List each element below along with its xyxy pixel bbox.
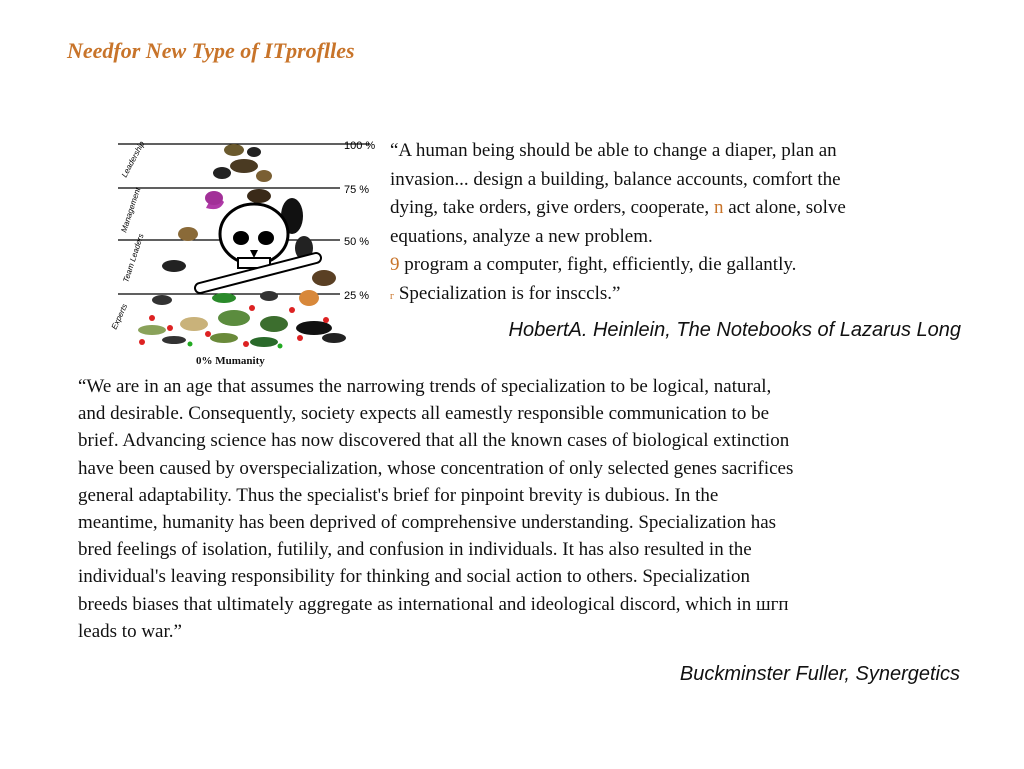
quote1-line: equations, analyze a new problem. — [390, 225, 653, 247]
role-label-leadership: Leadership — [119, 139, 147, 179]
quote2-line: and desirable. Consequently, society expects all eamestly responsible communication to be — [78, 403, 770, 425]
quote1-line6-text: Specialization is for insccls.” — [394, 282, 621, 304]
heinlein-quote — [390, 137, 960, 312]
humanity-pyramid-figure — [104, 138, 380, 370]
quote1-line5-text: program a computer, fight, efficiently, die gallantly. — [399, 254, 797, 276]
quote1-line3-mark: n — [713, 197, 724, 219]
quote2-line: “We are in an age that assumes the narrowing trends of specialization to be logical, natural, — [78, 376, 772, 397]
axis-label-100: 100 % — [344, 140, 376, 152]
fuller-quote — [78, 373, 958, 645]
pyramid-illustration — [104, 138, 380, 370]
quote1-line: invasion... design a building, balance accounts, comfort the — [390, 168, 841, 190]
axis-label-50: 50 % — [344, 236, 370, 248]
quote1-line5-mark: 9 — [390, 254, 400, 276]
quote2-line: general adaptability. Thus the specialist's brief for pinpoint brevity is dubious. In the — [78, 484, 719, 506]
quote1-line — [390, 194, 960, 223]
figure-caption: 0% Mumanity — [196, 355, 265, 367]
heinlein-attribution: HobertA. Heinlein, The Notebooks of Lazarus Long — [508, 319, 961, 341]
role-label-management: Management — [119, 186, 143, 234]
slide-title: Needfor New Type of ITproflles — [67, 38, 355, 63]
quote1-line — [390, 280, 960, 312]
role-label-team-leaders: Team Leaders — [121, 232, 146, 284]
quote1-line: “A human being should be able to change a diaper, plan an — [390, 140, 837, 161]
quote1-line3-after: act alone, solve — [723, 197, 846, 219]
role-label-experts: Experts — [109, 302, 130, 331]
quote1-line6-mark: г — [390, 290, 395, 302]
creature-pyramid — [138, 144, 346, 349]
quote1-line — [390, 251, 960, 280]
quote2-line: meantime, humanity has been deprived of comprehensive understanding. Specialization has — [78, 512, 777, 534]
fuller-attribution: Buckminster Fuller, Synergetics — [679, 663, 960, 685]
quote2-line: brief. Advancing science has now discovered that all the known cases of biological extinction — [78, 430, 790, 452]
quote2-line: bred feelings of isolation, futilily, and confusion in individuals. It has also resulted in the — [78, 539, 752, 561]
quote2-line: leads to war.” — [78, 620, 182, 642]
axis-label-75: 75 % — [344, 184, 370, 196]
quote2-line: have been caused by overspecialization, whose concentration of only selected genes sacrifices — [78, 457, 794, 479]
quote2-line: individual's leaving responsibility for thinking and social action to others. Specialization — [78, 566, 750, 588]
quote2-line: breeds biases that ultimately aggregate as international and ideological discord, which in шгп — [78, 593, 789, 615]
axis-label-25: 25 % — [344, 290, 370, 302]
quote1-line3-before: dying, take orders, give orders, cooperate, — [390, 197, 714, 219]
